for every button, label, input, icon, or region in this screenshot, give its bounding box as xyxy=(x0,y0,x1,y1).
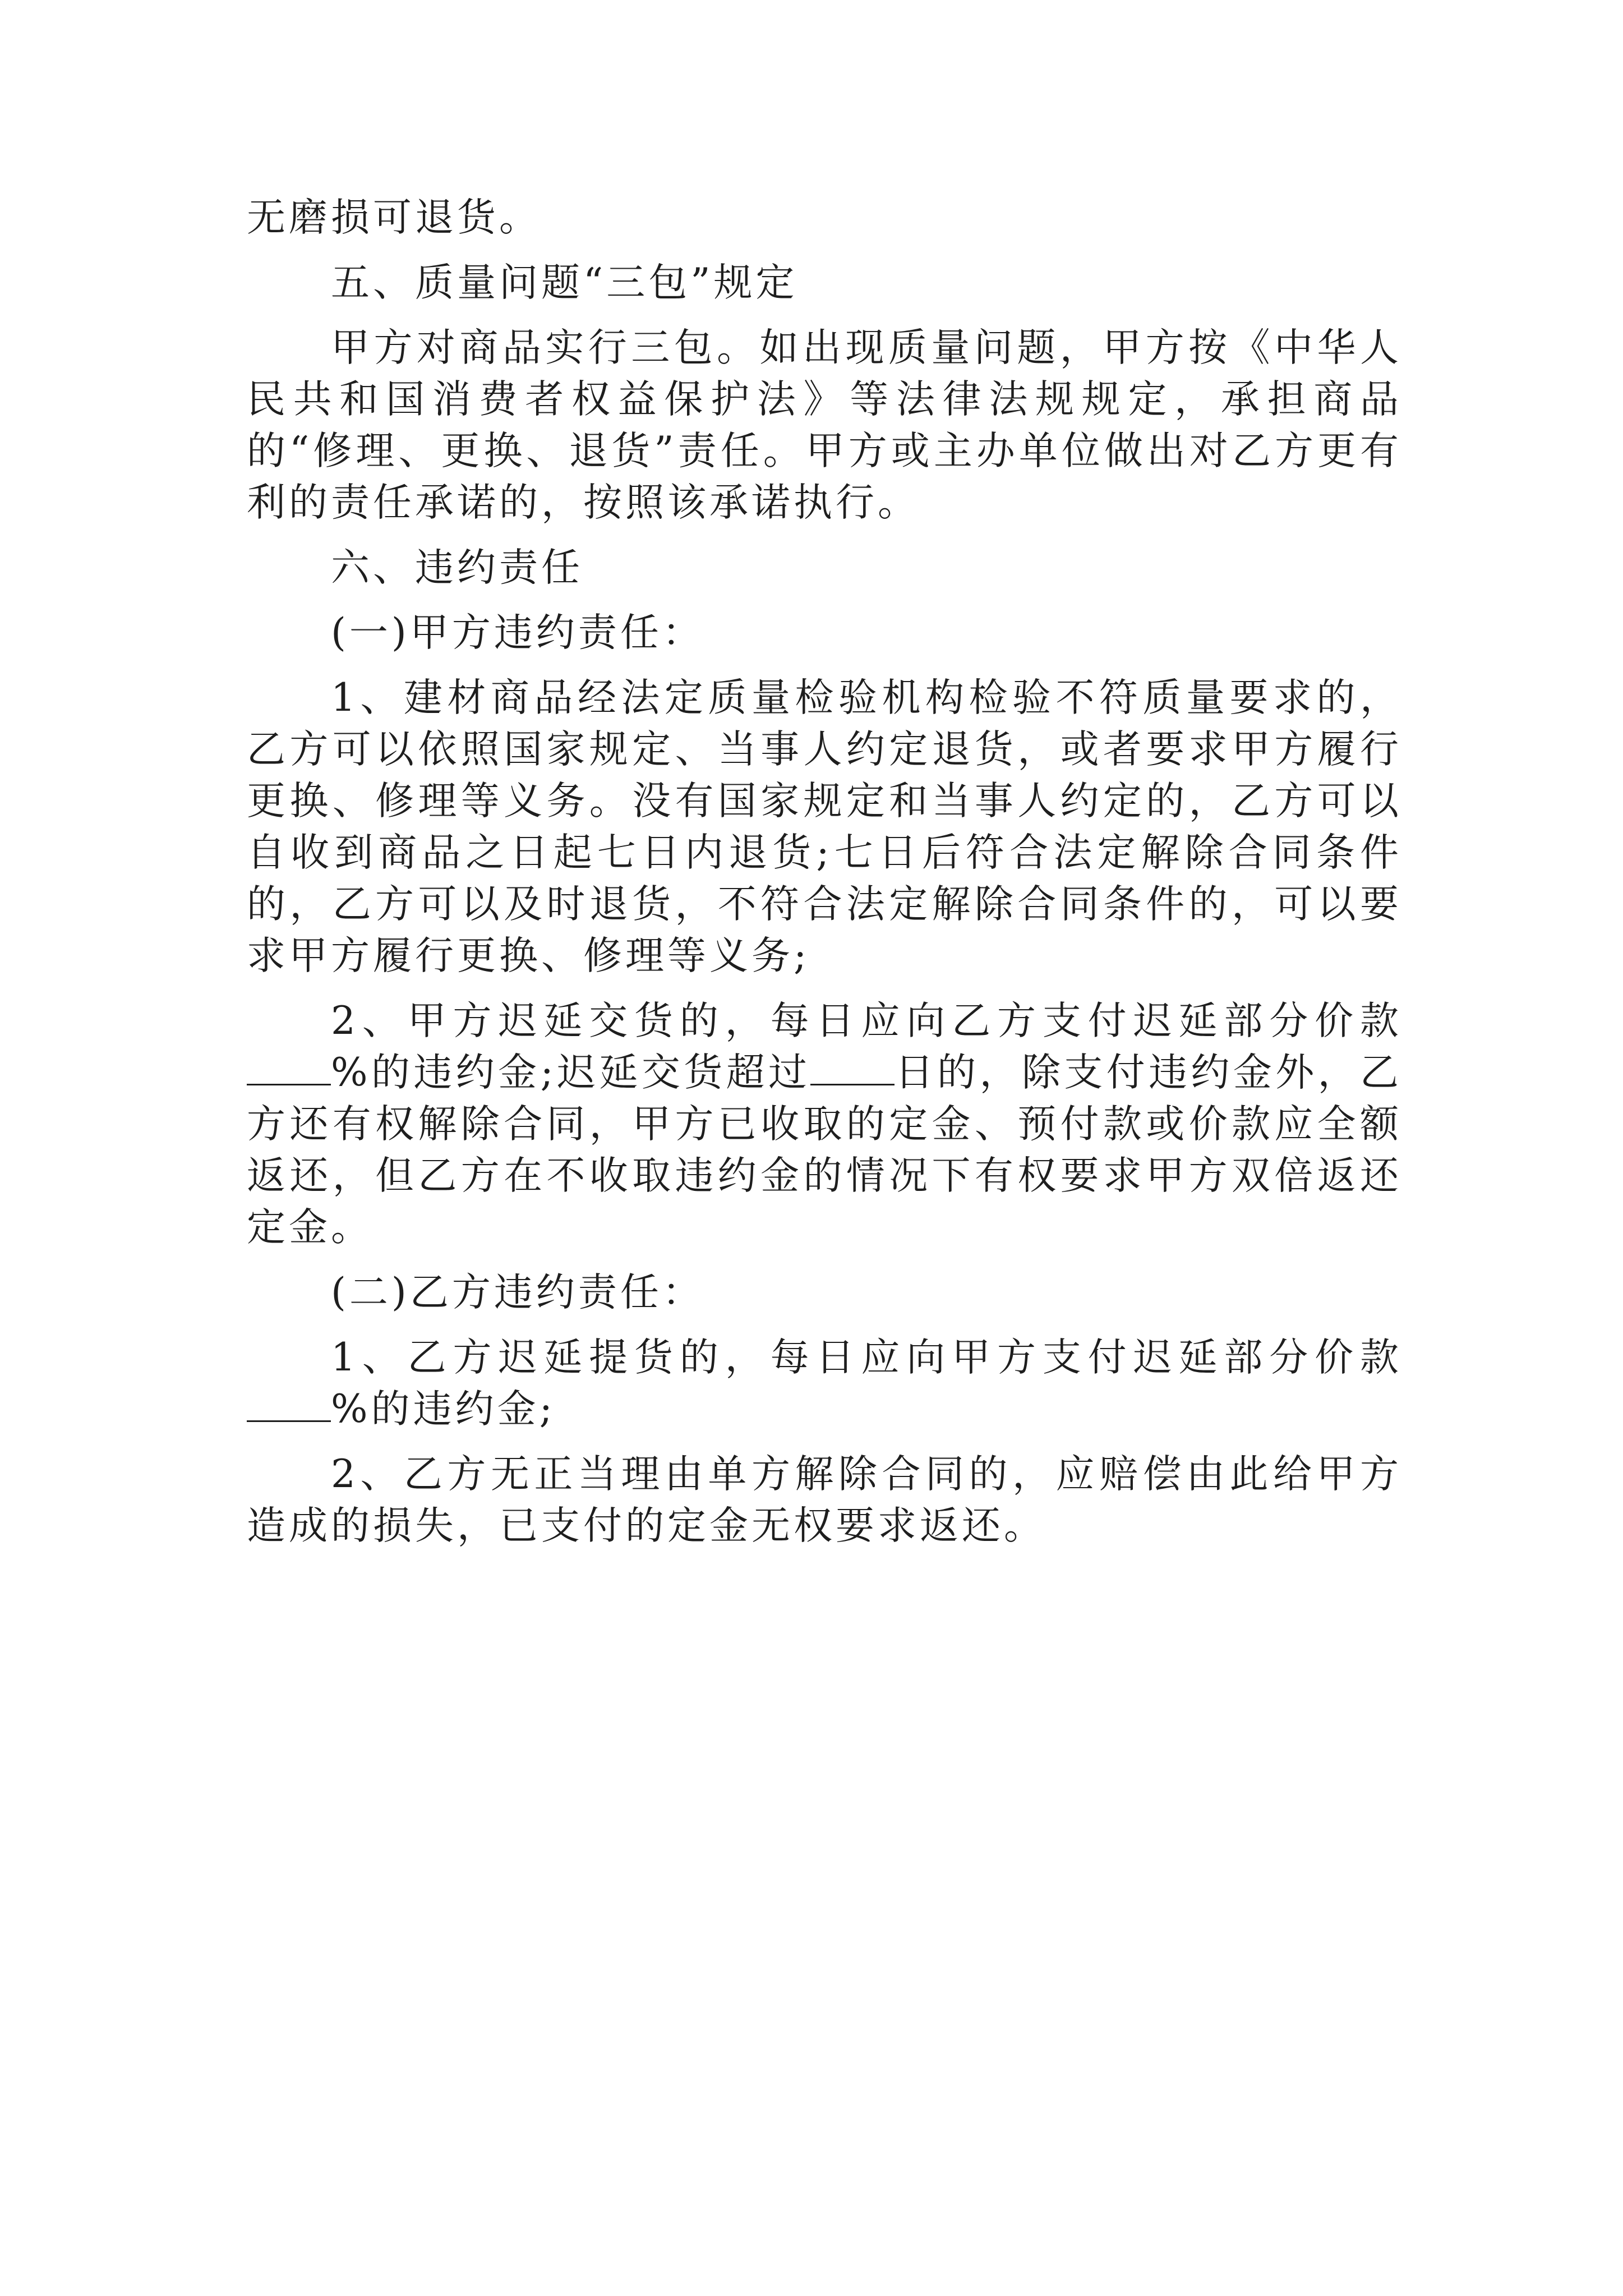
subsection-heading-party-b: (二)乙方违约责任： xyxy=(331,1270,704,1315)
paragraph-three-guarantees: 甲方对商品实行三包。如出现质量问题，甲方按《中华人民共和国消费者权益保护法》等法律法规规定，承担商品的“修理、更换、退货”责任。甲方或主办单位做出对乙方更有利的责任承诺的，按照该承诺执行。 xyxy=(247,325,1402,525)
clause-b-1-text-2: %的违约金; xyxy=(331,1387,556,1432)
clause-a-2-text-1: 2、甲方迟延交货的，每日应向乙方支付迟延部分价款 xyxy=(331,999,1402,1043)
clause-a-2-text-2: %的违约金;迟延交货超过 xyxy=(331,1050,811,1095)
clause-a-1: 1、建材商品经法定质量检验机构检验不符质量要求的，乙方可以依照国家规定、当事人约定退货，或者要求甲方履行更换、修理等义务。没有国家规定和当事人约定的，乙方可以自收到商品之日起七日内退货;七日后符合法定解除合同条件的，乙方可以及时退货，不符合法定解除合同条件的，可以要求甲方履行更换、修理等义务; xyxy=(247,675,1402,978)
clause-a-2 xyxy=(247,995,1402,1253)
blank-delay-days xyxy=(810,1050,895,1085)
clause-b-1-text-1: 1、乙方迟延提货的，每日应向甲方支付迟延部分价款 xyxy=(331,1335,1402,1380)
section-heading-quality: 五、质量问题“三包”规定 xyxy=(331,260,798,305)
blank-penalty-percent xyxy=(247,1050,331,1085)
subsection-heading-party-a: (一)甲方违约责任： xyxy=(331,610,704,655)
paragraph-continued: 无磨损可退货。 xyxy=(247,195,541,240)
clause-b-1 xyxy=(247,1332,1402,1435)
clause-b-2: 2、乙方无正当理由单方解除合同的，应赔偿由此给甲方造成的损失，已支付的定金无权要求返还。 xyxy=(247,1452,1402,1548)
section-heading-liability: 六、违约责任 xyxy=(331,545,583,590)
blank-late-pickup-percent xyxy=(247,1387,331,1422)
document-body xyxy=(247,192,1402,1552)
clause-a-2-text-3: 日的，除支付违约金外，乙方还有权解除合同，甲方已收取的定金、预付款或价款应全额返还，但乙方在不收取违约金的情况下有权要求甲方双倍返还定金。 xyxy=(247,1050,1402,1250)
